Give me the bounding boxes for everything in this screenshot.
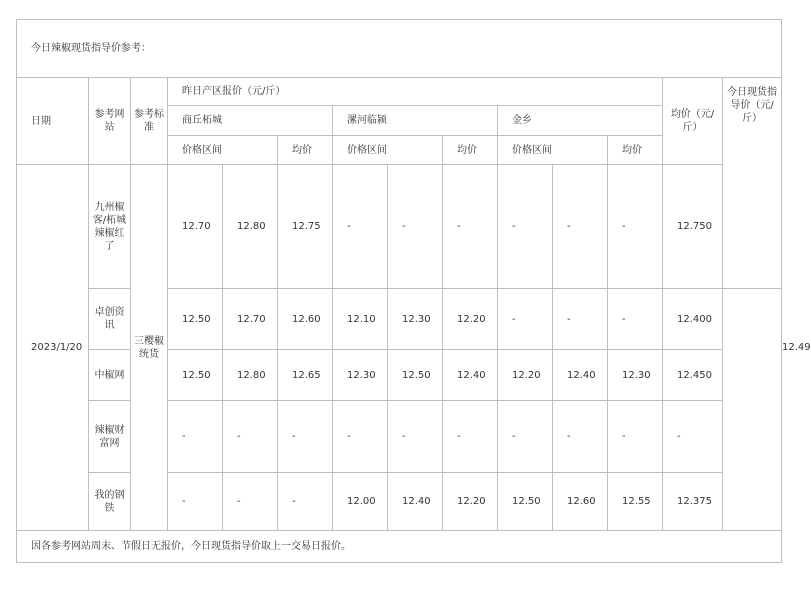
site-cell: 九州椒客/柘城辣椒红了 (89, 165, 131, 289)
price-cell: 12.40 (388, 473, 443, 531)
site-header: 参考网站 (89, 78, 131, 165)
price-cell: 12.55 (608, 473, 663, 531)
price-cell: - (498, 165, 553, 289)
price-cell: - (333, 401, 388, 473)
yesterday-header: 昨日产区报价（元/斤） (168, 78, 663, 106)
avg-total-header: 均价（元/斤） (663, 78, 723, 165)
avg-header: 均价 (443, 136, 498, 165)
avg-cell: 12.450 (663, 350, 723, 401)
avg-cell: - (663, 401, 723, 473)
price-cell: 12.70 (223, 289, 278, 350)
region-header: 商丘柘城 (168, 106, 333, 136)
standard-cell: 三樱椒统货 (131, 165, 168, 531)
price-cell: 12.50 (168, 350, 223, 401)
price-cell: 12.65 (278, 350, 333, 401)
avg-header: 均价 (608, 136, 663, 165)
price-cell: - (553, 289, 608, 350)
price-cell: 12.60 (278, 289, 333, 350)
price-cell: - (443, 401, 498, 473)
price-cell: - (223, 473, 278, 531)
price-cell: - (388, 165, 443, 289)
price-cell: - (498, 401, 553, 473)
price-cell: 12.20 (443, 289, 498, 350)
date-header: 日期 (17, 78, 89, 165)
price-cell: - (388, 401, 443, 473)
price-cell: - (168, 473, 223, 531)
price-cell: - (553, 165, 608, 289)
price-cell: - (223, 401, 278, 473)
range-header: 价格区间 (333, 136, 443, 165)
price-cell: 12.50 (388, 350, 443, 401)
price-cell: 12.50 (498, 473, 553, 531)
range-header: 价格区间 (168, 136, 278, 165)
price-cell: - (498, 289, 553, 350)
price-cell: - (278, 401, 333, 473)
price-cell: 12.20 (498, 350, 553, 401)
price-cell: - (553, 401, 608, 473)
price-cell: 12.80 (223, 350, 278, 401)
price-table (16, 19, 811, 563)
price-cell: - (608, 401, 663, 473)
avg-cell: 12.750 (663, 165, 723, 289)
price-cell: 12.30 (608, 350, 663, 401)
price-cell: 12.75 (278, 165, 333, 289)
price-cell: - (608, 165, 663, 289)
price-cell: 12.30 (388, 289, 443, 350)
range-header: 价格区间 (498, 136, 608, 165)
price-cell: 12.80 (223, 165, 278, 289)
region-header: 漯河临颍 (333, 106, 498, 136)
footnote: 因各参考网站周末、节假日无报价，今日现货指导价取上一交易日报价。 (17, 531, 782, 563)
price-cell: 12.20 (443, 473, 498, 531)
price-cell: - (608, 289, 663, 350)
price-cell: 12.50 (168, 289, 223, 350)
standard-header: 参考标准 (131, 78, 168, 165)
table-row: 2023/1/20 九州椒客/柘城辣椒红了 三樱椒统货 12.70 12.80 12.75 - - - - - - 12.750 12.49 (17, 165, 782, 289)
today-header: 今日现货指导价（元/斤） (723, 78, 782, 289)
footnote-row (17, 531, 782, 563)
price-cell: 12.00 (333, 473, 388, 531)
price-cell: 12.30 (333, 350, 388, 401)
date-cell: 2023/1/20 (17, 165, 89, 531)
price-cell: 12.40 (553, 350, 608, 401)
avg-cell: 12.375 (663, 473, 723, 531)
site-cell: 中椒网 (89, 350, 131, 401)
site-cell: 我的钢铁 (89, 473, 131, 531)
price-cell: - (278, 473, 333, 531)
price-cell: 12.70 (168, 165, 223, 289)
avg-cell: 12.400 (663, 289, 723, 350)
price-cell: 12.60 (553, 473, 608, 531)
price-cell: - (443, 165, 498, 289)
site-cell: 辣椒财富网 (89, 401, 131, 473)
region-header: 金乡 (498, 106, 663, 136)
table-title: 今日辣椒现货指导价参考： (17, 20, 782, 78)
price-cell: 12.40 (443, 350, 498, 401)
avg-header: 均价 (278, 136, 333, 165)
price-cell: 12.10 (333, 289, 388, 350)
price-cell: - (333, 165, 388, 289)
price-cell: - (168, 401, 223, 473)
site-cell: 卓创资讯 (89, 289, 131, 350)
